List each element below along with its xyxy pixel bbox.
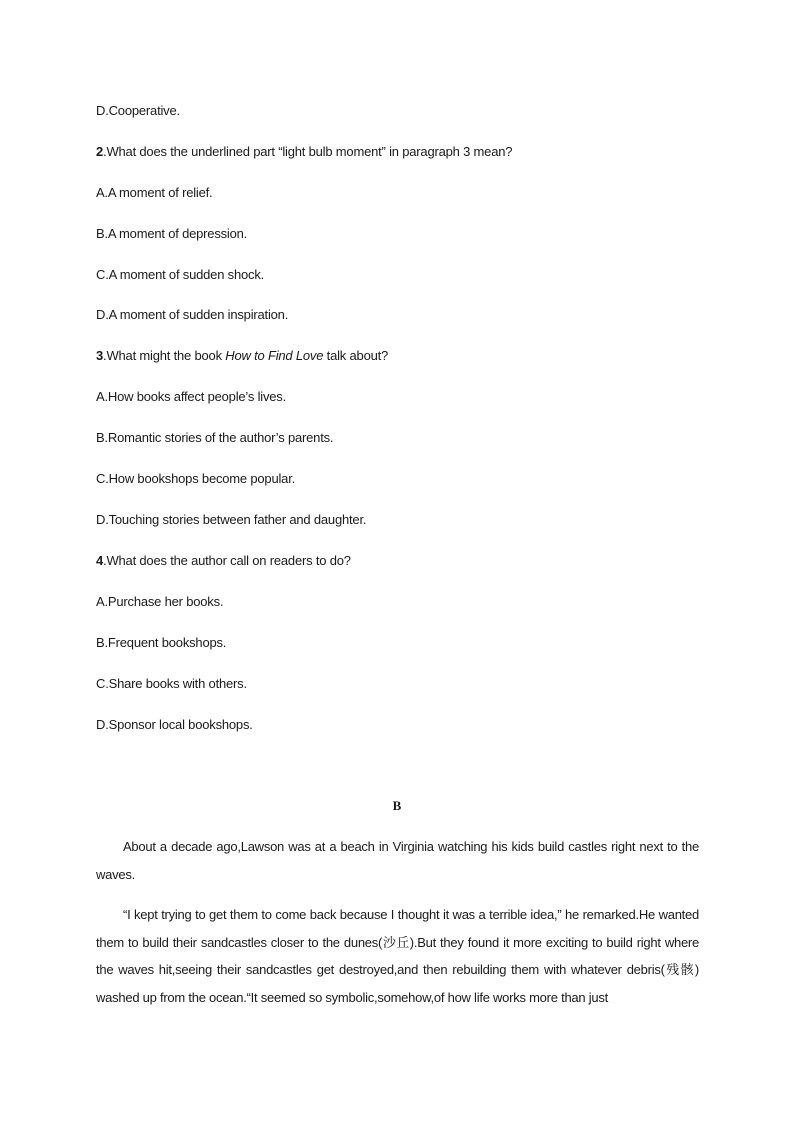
q4-option-d: D.Sponsor local bookshops. [96, 717, 253, 732]
q2-stem-text: .What does the underlined part “light bulb moment” in paragraph 3 mean? [103, 144, 513, 159]
q4-option-c: C.Share books with others. [96, 676, 247, 691]
passage-b-paragraph-1 [96, 833, 699, 888]
passage-b-paragraph-2 [96, 901, 699, 1011]
q3-option-d: D.Touching stories between father and daughter. [96, 512, 367, 527]
q4-stem [96, 553, 351, 568]
q3-book-title: How to Find Love [225, 348, 324, 363]
q2-stem [96, 144, 512, 159]
q3-option-b: B.Romantic stories of the author’s parents. [96, 430, 334, 445]
q3-stem [96, 348, 388, 363]
q2-number: 2 [96, 144, 104, 159]
q4-stem-text: .What does the author call on readers to do? [103, 553, 351, 568]
q3-option-c: C.How bookshops become popular. [96, 471, 296, 486]
passage-b-paragraph-1-text: About a decade ago,Lawson was at a beach in Virginia watching his kids build castles right next to the waves. [96, 839, 699, 882]
q4-number: 4 [96, 553, 104, 568]
q3-number: 3 [96, 348, 104, 363]
q4-option-b: B.Frequent bookshops. [96, 635, 227, 650]
q3-stem-after: talk about? [323, 348, 389, 363]
q3-option-a: A.How books affect people’s lives. [96, 389, 286, 404]
q2-option-a: A.A moment of relief. [96, 185, 213, 200]
passage-b-heading: B [392, 798, 402, 813]
q1-option-d: D.Cooperative. [96, 103, 180, 118]
q3-stem-before: .What might the book [103, 348, 226, 363]
q4-option-a: A.Purchase her books. [96, 594, 224, 609]
q2-option-c: C.A moment of sudden shock. [96, 267, 265, 282]
passage-b-paragraph-2-text: “I kept trying to get them to come back because I thought it was a terrible idea,” he remarked.He wanted them to build their sandcastles closer to the dunes(沙丘).But they found it more exciting to build right where the waves hit,seeing their sandcastles get destroyed,and then rebuilding them with whatever debris(残骸) washed up from the ocean.“It seemed so symbolic,somehow,of how life works more than just [96, 907, 699, 1005]
q2-option-b: B.A moment of depression. [96, 226, 248, 241]
q2-option-d: D.A moment of sudden inspiration. [96, 307, 289, 322]
